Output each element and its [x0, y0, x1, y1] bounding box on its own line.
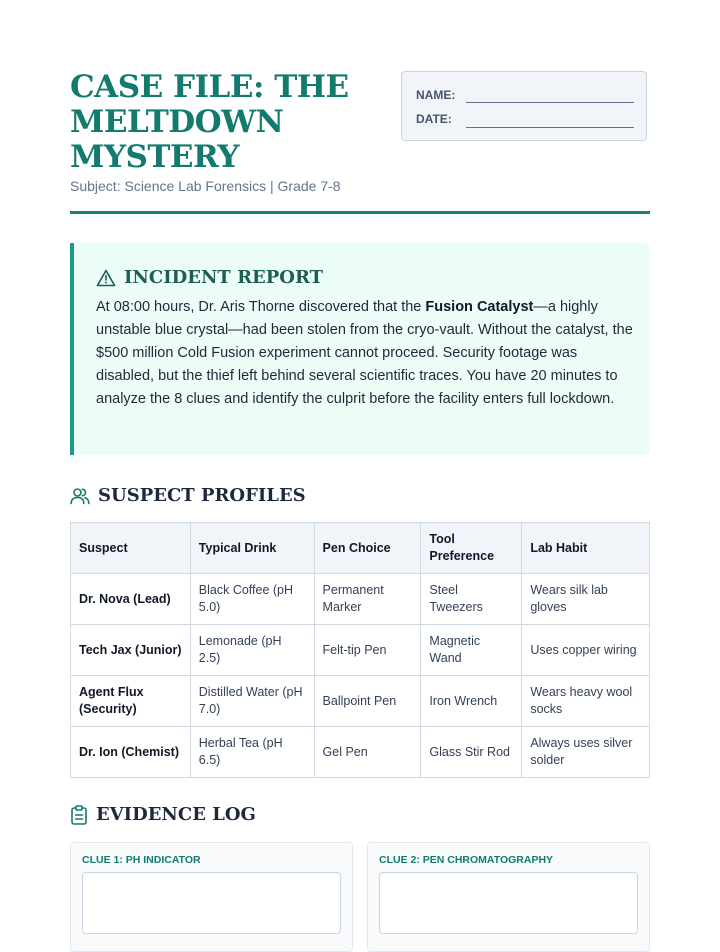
table-cell: Uses copper wiring	[522, 625, 650, 676]
clue-answer-box[interactable]	[379, 872, 638, 934]
header-divider	[70, 211, 650, 214]
users-icon	[70, 487, 90, 505]
page-subtitle: Subject: Science Lab Forensics | Grade 7-8	[70, 178, 341, 194]
table-cell: Herbal Tea (pH 6.5)	[190, 727, 314, 778]
table-cell: Iron Wrench	[421, 676, 522, 727]
table-cell: Ballpoint Pen	[314, 676, 421, 727]
incident-heading-text: INCIDENT REPORT	[124, 267, 323, 288]
table-cell: Distilled Water (pH 7.0)	[190, 676, 314, 727]
column-header: Typical Drink	[190, 523, 314, 574]
incident-text-rest: —a highly unstable blue crystal—had been stolen from the cryo-vault. Without the catalyst, the $500 million Cold Fusion experiment cannot proceed. Security footage was disabled, but the thief left behind several scientific traces. You have 20 minutes to analyze the 8 clues and identify the culprit before the facility enters full lockdown.	[96, 299, 633, 407]
date-label: DATE:	[416, 112, 452, 126]
table-cell: Black Coffee (pH 5.0)	[190, 574, 314, 625]
warning-icon	[96, 269, 116, 287]
evidence-log-heading-text: EVIDENCE LOG	[96, 804, 256, 825]
table-cell: Always uses silver solder	[522, 727, 650, 778]
clipboard-icon	[70, 805, 88, 825]
suspect-profiles-heading-text: SUSPECT PROFILES	[98, 485, 306, 506]
table-cell: Felt-tip Pen	[314, 625, 421, 676]
table-header-row	[71, 523, 650, 574]
student-info-box	[401, 71, 647, 141]
clue-card	[367, 842, 650, 952]
incident-report-panel	[70, 243, 650, 455]
clue-answer-box[interactable]	[82, 872, 341, 934]
column-header: Suspect	[71, 523, 191, 574]
suspect-name-cell: Dr. Ion (Chemist)	[71, 727, 191, 778]
suspect-name-cell: Dr. Nova (Lead)	[71, 574, 191, 625]
table-cell: Glass Stir Rod	[421, 727, 522, 778]
table-cell: Wears silk lab gloves	[522, 574, 650, 625]
incident-text-intro: At 08:00 hours, Dr. Aris Thorne discovered that the	[96, 299, 426, 315]
incident-text	[96, 296, 636, 411]
incident-heading	[96, 267, 323, 288]
column-header: Tool Preference	[421, 523, 522, 574]
table-cell: Steel Tweezers	[421, 574, 522, 625]
name-field[interactable]	[466, 102, 634, 103]
suspect-profiles-heading	[70, 485, 306, 506]
table-row	[71, 727, 650, 778]
clue-title: CLUE 1: PH INDICATOR	[82, 854, 201, 866]
name-label: NAME:	[416, 88, 456, 102]
date-field[interactable]	[466, 127, 634, 128]
table-cell: Gel Pen	[314, 727, 421, 778]
clue-card	[70, 842, 353, 952]
table-row	[71, 625, 650, 676]
suspect-name-cell: Tech Jax (Junior)	[71, 625, 191, 676]
table-cell: Magnetic Wand	[421, 625, 522, 676]
suspect-name-cell: Agent Flux (Security)	[71, 676, 191, 727]
evidence-log-heading	[70, 804, 256, 825]
clue-title: CLUE 2: PEN CHROMATOGRAPHY	[379, 854, 554, 866]
column-header: Lab Habit	[522, 523, 650, 574]
incident-highlight: Fusion Catalyst	[425, 299, 534, 315]
page-title: CASE FILE: THE MELTDOWN MYSTERY	[70, 69, 349, 175]
table-row	[71, 676, 650, 727]
table-cell: Permanent Marker	[314, 574, 421, 625]
column-header: Pen Choice	[314, 523, 421, 574]
table-cell: Lemonade (pH 2.5)	[190, 625, 314, 676]
suspect-table	[70, 522, 650, 778]
table-row	[71, 574, 650, 625]
table-cell: Wears heavy wool socks	[522, 676, 650, 727]
